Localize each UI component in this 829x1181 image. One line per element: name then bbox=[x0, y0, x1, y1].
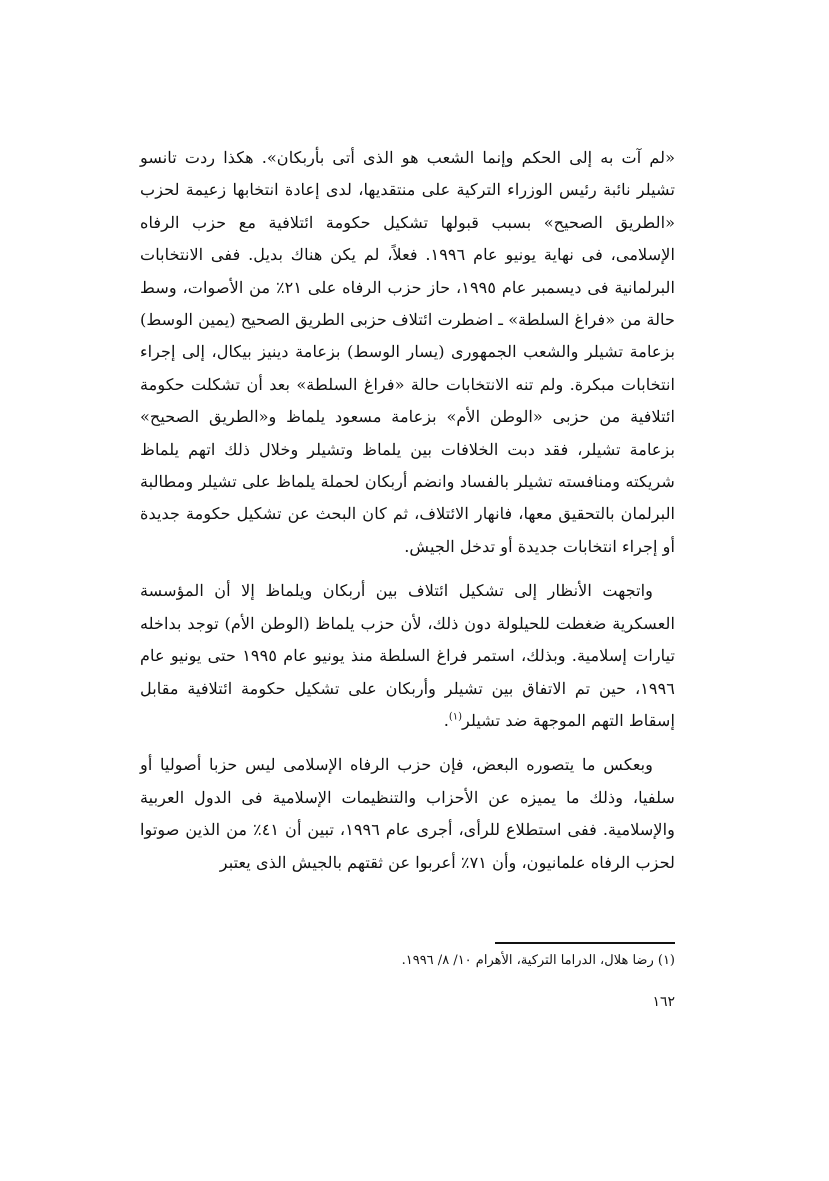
footnote-reference[interactable]: (١) bbox=[448, 711, 463, 723]
footnote-divider bbox=[495, 942, 675, 944]
paragraph-2-tail: . bbox=[443, 710, 449, 730]
paragraph-2-text: واتجهت الأنظار إلى تشكيل ائتلاف بين أربكان ويلماظ إلا أن المؤسسة العسكرية ضغطت للحيلولة دون ذلك، لأن حزب يلماظ (الوطن الأم) توجد بداخله تيارات إسلامية. وبذلك، استمر فراغ السلطة منذ يونيو عام ١٩٩٥ حتى يونيو عام ١٩٩٦، حين تم الاتفاق بين تشيلر وأربكان على تشكيل حكومة ائتلافية مقابل إسقاط التهم الموجهة ضد تشيلر bbox=[140, 581, 675, 730]
page-number: ١٦٢ bbox=[652, 994, 675, 1010]
paragraph-1 bbox=[140, 142, 675, 563]
paragraph-3 bbox=[140, 749, 675, 879]
paragraph-1-text: «لم آت به إلى الحكم وإنما الشعب هو الذى أتى بأربكان». هكذا ردت تانسو تشيلر نائبة رئيس الوزراء التركية على منتقديها، لدى إعادة انتخابها زعيمة لحزب «الطريق الصحيح» بسبب قبولها تشكيل حكومة ائتلافية مع حزب الرفاه الإسلامى، فى نهاية يونيو عام ١٩٩٦. فعلاً، لم يكن هناك بديل. ففى الانتخابات البرلمانية فى ديسمبر عام ١٩٩٥، حاز حزب الرفاه على ٢١٪ من الأصوات، وسط حالة من «فراغ السلطة» ـ اضطرت ائتلاف حزبى الطريق الصحيح (يمين الوسط) بزعامة تشيلر والشعب الجمهورى (يسار الوسط) بزعامة دينيز بيكال، إلى إجراء انتخابات مبكرة. ولم تنه الانتخابات حالة «فراغ السلطة» بعد أن تشكلت حكومة ائتلافية من حزبى «الوطن الأم» بزعامة مسعود يلماظ و«الطريق الصحيح» بزعامة تشيلر، فقد دبت الخلافات بين يلماظ وتشيلر وخلال ذلك اتهم يلماظ شريكته ومنافسته تشيلر بالفساد وانضم أربكان لحملة يلماظ على تشيلر ومطالبة البرلمان بالتحقيق معها، فانهار الائتلاف، ثم كان البحث عن تشكيل حكومة جديدة أو إجراء انتخابات جديدة أو تدخل الجيش. bbox=[140, 148, 675, 556]
footnote: (١) رضا هلال، الدراما التركية، الأهرام ١٠/ ٨/ ١٩٩٦. bbox=[401, 953, 675, 968]
paragraph-3-text: وبعكس ما يتصوره البعض، فإن حزب الرفاه الإسلامى ليس حزبا أصوليا أو سلفيا، وذلك ما يميزه عن الأحزاب والتنظيمات الإسلامية فى الدول العربية والإسلامية. ففى استطلاع للرأى، أجرى عام ١٩٩٦، تبين أن ٤١٪ من الذين صوتوا لحزب الرفاه علمانيون، وأن ٧١٪ أعربوا عن ثقتهم بالجيش الذى يعتبر bbox=[140, 755, 675, 872]
paragraph-2 bbox=[140, 575, 675, 737]
book-page bbox=[140, 142, 675, 1142]
